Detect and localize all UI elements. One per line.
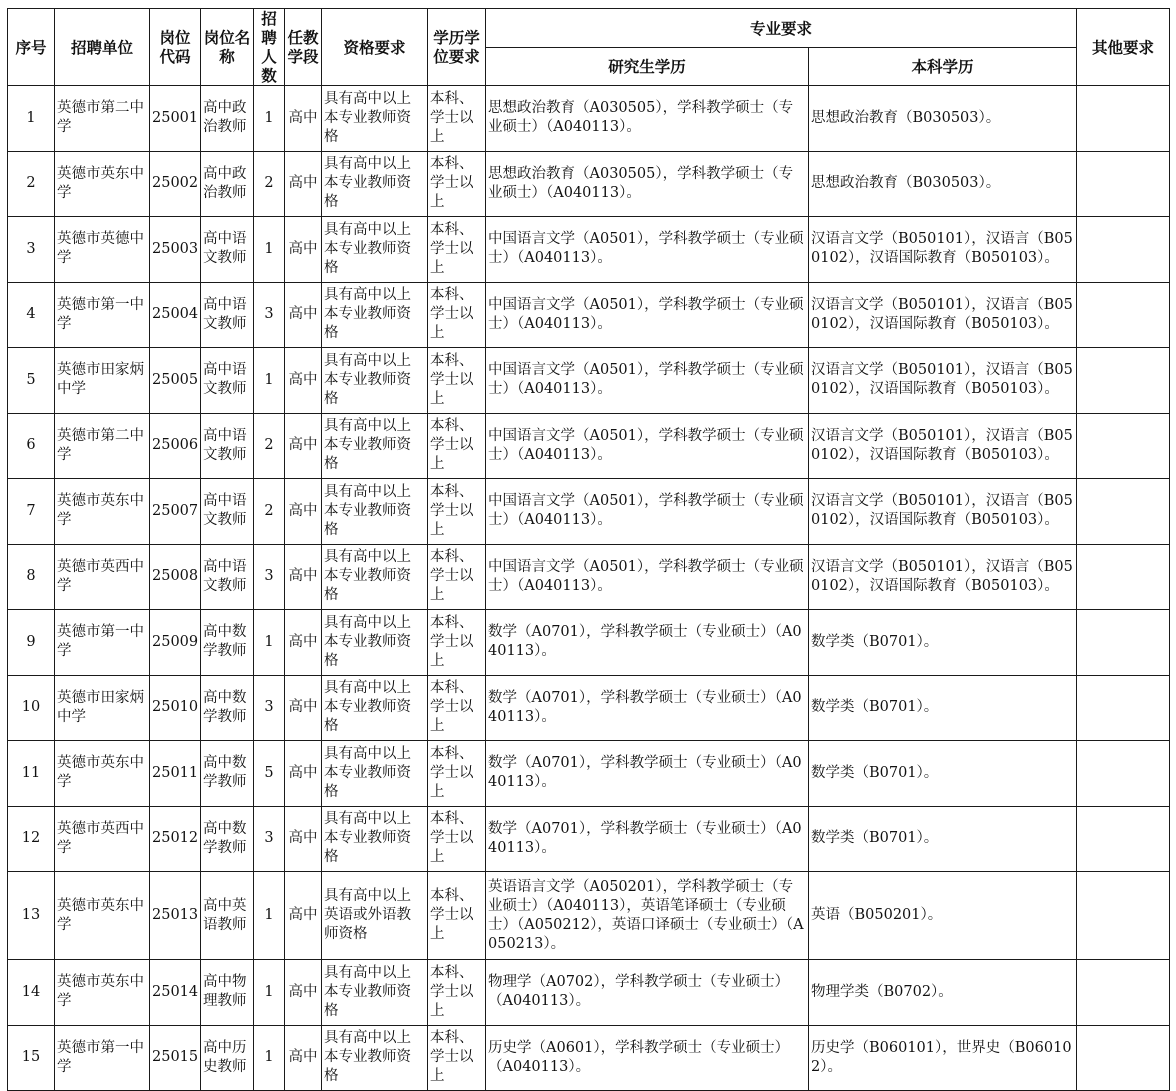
- graduate-major-cell: 中国语言文学（A0501），学科教学硕士（专业硕士）（A040113）。: [486, 217, 809, 283]
- education-cell: 本科、学士以上: [428, 960, 486, 1026]
- qualification-cell: 具有高中以上本专业教师资格: [322, 282, 428, 348]
- qualification-cell: 具有高中以上英语或外语教师资格: [322, 872, 428, 960]
- other-cell: [1077, 872, 1170, 960]
- count-cell: 2: [254, 151, 285, 217]
- seq-cell: 10: [8, 675, 55, 741]
- other-cell: [1077, 544, 1170, 610]
- qualification-cell: 具有高中以上本专业教师资格: [322, 610, 428, 676]
- count-cell: 2: [254, 479, 285, 545]
- unit-cell: 英德市田家炳中学: [55, 348, 150, 414]
- undergraduate-major-cell: 数学类（B0701）。: [809, 806, 1077, 872]
- table-row: [8, 872, 1170, 960]
- code-cell: 25003: [150, 217, 201, 283]
- stage-cell: 高中: [285, 610, 322, 676]
- count-cell: 3: [254, 544, 285, 610]
- post-cell: 高中物理教师: [201, 960, 254, 1026]
- post-cell: 高中数学教师: [201, 806, 254, 872]
- graduate-major-cell: 数学（A0701），学科教学硕士（专业硕士）（A040113）。: [486, 741, 809, 807]
- stage-cell: 高中: [285, 348, 322, 414]
- recruitment-table: [7, 8, 1170, 1091]
- stage-cell: 高中: [285, 675, 322, 741]
- post-cell: 高中语文教师: [201, 413, 254, 479]
- header-major: 专业要求: [486, 9, 1077, 48]
- education-cell: 本科、学士以上: [428, 741, 486, 807]
- unit-cell: 英德市英西中学: [55, 806, 150, 872]
- unit-cell: 英德市英东中学: [55, 741, 150, 807]
- post-cell: 高中英语教师: [201, 872, 254, 960]
- stage-cell: 高中: [285, 872, 322, 960]
- unit-cell: 英德市英西中学: [55, 544, 150, 610]
- code-cell: 25012: [150, 806, 201, 872]
- code-cell: 25005: [150, 348, 201, 414]
- other-cell: [1077, 741, 1170, 807]
- undergraduate-major-cell: 汉语言文学（B050101），汉语言（B050102），汉语国际教育（B050103）。: [809, 413, 1077, 479]
- qualification-cell: 具有高中以上本专业教师资格: [322, 413, 428, 479]
- education-cell: 本科、学士以上: [428, 348, 486, 414]
- count-cell: 1: [254, 610, 285, 676]
- post-cell: 高中政治教师: [201, 151, 254, 217]
- post-cell: 高中历史教师: [201, 1025, 254, 1091]
- education-cell: 本科、学士以上: [428, 86, 486, 152]
- undergraduate-major-cell: 汉语言文学（B050101），汉语言（B050102），汉语国际教育（B050103）。: [809, 217, 1077, 283]
- code-cell: 25001: [150, 86, 201, 152]
- graduate-major-cell: 思想政治教育（A030505），学科教学硕士（专业硕士）（A040113）。: [486, 86, 809, 152]
- other-cell: [1077, 282, 1170, 348]
- code-cell: 25015: [150, 1025, 201, 1091]
- education-cell: 本科、学士以上: [428, 151, 486, 217]
- education-cell: 本科、学士以上: [428, 544, 486, 610]
- code-cell: 25010: [150, 675, 201, 741]
- unit-cell: 英德市英东中学: [55, 960, 150, 1026]
- undergraduate-major-cell: 数学类（B0701）。: [809, 675, 1077, 741]
- table-row: [8, 960, 1170, 1026]
- post-cell: 高中数学教师: [201, 610, 254, 676]
- unit-cell: 英德市英东中学: [55, 151, 150, 217]
- qualification-cell: 具有高中以上本专业教师资格: [322, 86, 428, 152]
- other-cell: [1077, 151, 1170, 217]
- table-row: [8, 151, 1170, 217]
- code-cell: 25008: [150, 544, 201, 610]
- post-cell: 高中语文教师: [201, 544, 254, 610]
- undergraduate-major-cell: 历史学（B060101），世界史（B060102）。: [809, 1025, 1077, 1091]
- table-row: [8, 479, 1170, 545]
- qualification-cell: 具有高中以上本专业教师资格: [322, 1025, 428, 1091]
- undergraduate-major-cell: 汉语言文学（B050101），汉语言（B050102），汉语国际教育（B050103）。: [809, 479, 1077, 545]
- graduate-major-cell: 英语语言文学（A050201），学科教学硕士（专业硕士）（A040113），英语笔译硕士（专业硕士）（A050212），英语口译硕士（专业硕士）（A050213）。: [486, 872, 809, 960]
- code-cell: 25004: [150, 282, 201, 348]
- other-cell: [1077, 348, 1170, 414]
- qualification-cell: 具有高中以上本专业教师资格: [322, 675, 428, 741]
- table-row: [8, 348, 1170, 414]
- graduate-major-cell: 数学（A0701），学科教学硕士（专业硕士）（A040113）。: [486, 806, 809, 872]
- header-other: 其他要求: [1077, 9, 1170, 86]
- seq-cell: 7: [8, 479, 55, 545]
- unit-cell: 英德市田家炳中学: [55, 675, 150, 741]
- header-row-1: [8, 9, 1170, 48]
- graduate-major-cell: 数学（A0701），学科教学硕士（专业硕士）（A040113）。: [486, 610, 809, 676]
- other-cell: [1077, 86, 1170, 152]
- seq-cell: 9: [8, 610, 55, 676]
- education-cell: 本科、学士以上: [428, 610, 486, 676]
- seq-cell: 4: [8, 282, 55, 348]
- undergraduate-major-cell: 英语（B050201）。: [809, 872, 1077, 960]
- seq-cell: 11: [8, 741, 55, 807]
- unit-cell: 英德市第一中学: [55, 282, 150, 348]
- education-cell: 本科、学士以上: [428, 413, 486, 479]
- table-row: [8, 675, 1170, 741]
- undergraduate-major-cell: 数学类（B0701）。: [809, 741, 1077, 807]
- seq-cell: 12: [8, 806, 55, 872]
- table-body: [8, 86, 1170, 1091]
- header-unit: 招聘单位: [55, 9, 150, 86]
- post-cell: 高中数学教师: [201, 741, 254, 807]
- seq-cell: 1: [8, 86, 55, 152]
- count-cell: 1: [254, 348, 285, 414]
- graduate-major-cell: 中国语言文学（A0501），学科教学硕士（专业硕士）（A040113）。: [486, 479, 809, 545]
- undergraduate-major-cell: 汉语言文学（B050101），汉语言（B050102），汉语国际教育（B050103）。: [809, 348, 1077, 414]
- header-post: 岗位名称: [201, 9, 254, 86]
- code-cell: 25002: [150, 151, 201, 217]
- other-cell: [1077, 806, 1170, 872]
- seq-cell: 3: [8, 217, 55, 283]
- code-cell: 25011: [150, 741, 201, 807]
- unit-cell: 英德市第二中学: [55, 86, 150, 152]
- education-cell: 本科、学士以上: [428, 872, 486, 960]
- post-cell: 高中语文教师: [201, 348, 254, 414]
- seq-cell: 5: [8, 348, 55, 414]
- qualification-cell: 具有高中以上本专业教师资格: [322, 544, 428, 610]
- header-stage: 任教学段: [285, 9, 322, 86]
- stage-cell: 高中: [285, 1025, 322, 1091]
- stage-cell: 高中: [285, 544, 322, 610]
- other-cell: [1077, 1025, 1170, 1091]
- unit-cell: 英德市第一中学: [55, 610, 150, 676]
- header-undergraduate: 本科学历: [809, 48, 1077, 86]
- qualification-cell: 具有高中以上本专业教师资格: [322, 151, 428, 217]
- count-cell: 3: [254, 282, 285, 348]
- stage-cell: 高中: [285, 151, 322, 217]
- table-header: [8, 9, 1170, 86]
- seq-cell: 15: [8, 1025, 55, 1091]
- other-cell: [1077, 960, 1170, 1026]
- seq-cell: 13: [8, 872, 55, 960]
- count-cell: 2: [254, 413, 285, 479]
- undergraduate-major-cell: 物理学类（B0702）。: [809, 960, 1077, 1026]
- post-cell: 高中政治教师: [201, 86, 254, 152]
- qualification-cell: 具有高中以上本专业教师资格: [322, 479, 428, 545]
- header-code: 岗位代码: [150, 9, 201, 86]
- qualification-cell: 具有高中以上本专业教师资格: [322, 806, 428, 872]
- count-cell: 1: [254, 872, 285, 960]
- undergraduate-major-cell: 思想政治教育（B030503）。: [809, 151, 1077, 217]
- graduate-major-cell: 中国语言文学（A0501），学科教学硕士（专业硕士）（A040113）。: [486, 544, 809, 610]
- graduate-major-cell: 中国语言文学（A0501），学科教学硕士（专业硕士）（A040113）。: [486, 413, 809, 479]
- qualification-cell: 具有高中以上本专业教师资格: [322, 348, 428, 414]
- code-cell: 25014: [150, 960, 201, 1026]
- header-graduate: 研究生学历: [486, 48, 809, 86]
- stage-cell: 高中: [285, 217, 322, 283]
- other-cell: [1077, 610, 1170, 676]
- stage-cell: 高中: [285, 86, 322, 152]
- graduate-major-cell: 中国语言文学（A0501），学科教学硕士（专业硕士）（A040113）。: [486, 282, 809, 348]
- header-education: 学历学位要求: [428, 9, 486, 86]
- code-cell: 25006: [150, 413, 201, 479]
- undergraduate-major-cell: 数学类（B0701）。: [809, 610, 1077, 676]
- graduate-major-cell: 数学（A0701），学科教学硕士（专业硕士）（A040113）。: [486, 675, 809, 741]
- qualification-cell: 具有高中以上本专业教师资格: [322, 217, 428, 283]
- seq-cell: 6: [8, 413, 55, 479]
- unit-cell: 英德市第二中学: [55, 413, 150, 479]
- education-cell: 本科、学士以上: [428, 1025, 486, 1091]
- count-cell: 1: [254, 960, 285, 1026]
- post-cell: 高中语文教师: [201, 479, 254, 545]
- qualification-cell: 具有高中以上本专业教师资格: [322, 741, 428, 807]
- count-cell: 3: [254, 806, 285, 872]
- table-row: [8, 806, 1170, 872]
- stage-cell: 高中: [285, 282, 322, 348]
- graduate-major-cell: 历史学（A0601），学科教学硕士（专业硕士）（A040113）。: [486, 1025, 809, 1091]
- count-cell: 1: [254, 1025, 285, 1091]
- education-cell: 本科、学士以上: [428, 282, 486, 348]
- other-cell: [1077, 413, 1170, 479]
- count-cell: 1: [254, 86, 285, 152]
- header-count: 招聘人数: [254, 9, 285, 86]
- qualification-cell: 具有高中以上本专业教师资格: [322, 960, 428, 1026]
- table-row: [8, 610, 1170, 676]
- table-row: [8, 413, 1170, 479]
- education-cell: 本科、学士以上: [428, 217, 486, 283]
- education-cell: 本科、学士以上: [428, 806, 486, 872]
- undergraduate-major-cell: 思想政治教育（B030503）。: [809, 86, 1077, 152]
- education-cell: 本科、学士以上: [428, 675, 486, 741]
- seq-cell: 14: [8, 960, 55, 1026]
- count-cell: 3: [254, 675, 285, 741]
- code-cell: 25009: [150, 610, 201, 676]
- post-cell: 高中数学教师: [201, 675, 254, 741]
- post-cell: 高中语文教师: [201, 217, 254, 283]
- table-row: [8, 741, 1170, 807]
- code-cell: 25013: [150, 872, 201, 960]
- stage-cell: 高中: [285, 741, 322, 807]
- other-cell: [1077, 479, 1170, 545]
- seq-cell: 2: [8, 151, 55, 217]
- table-row: [8, 544, 1170, 610]
- unit-cell: 英德市英东中学: [55, 479, 150, 545]
- seq-cell: 8: [8, 544, 55, 610]
- graduate-major-cell: 思想政治教育（A030505），学科教学硕士（专业硕士）（A040113）。: [486, 151, 809, 217]
- header-seq: 序号: [8, 9, 55, 86]
- undergraduate-major-cell: 汉语言文学（B050101），汉语言（B050102），汉语国际教育（B050103）。: [809, 544, 1077, 610]
- post-cell: 高中语文教师: [201, 282, 254, 348]
- count-cell: 1: [254, 217, 285, 283]
- table-row: [8, 1025, 1170, 1091]
- table-row: [8, 217, 1170, 283]
- other-cell: [1077, 675, 1170, 741]
- unit-cell: 英德市第一中学: [55, 1025, 150, 1091]
- stage-cell: 高中: [285, 806, 322, 872]
- undergraduate-major-cell: 汉语言文学（B050101），汉语言（B050102），汉语国际教育（B050103）。: [809, 282, 1077, 348]
- graduate-major-cell: 物理学（A0702），学科教学硕士（专业硕士）（A040113）。: [486, 960, 809, 1026]
- stage-cell: 高中: [285, 960, 322, 1026]
- stage-cell: 高中: [285, 413, 322, 479]
- table-row: [8, 86, 1170, 152]
- other-cell: [1077, 217, 1170, 283]
- unit-cell: 英德市英东中学: [55, 872, 150, 960]
- table-row: [8, 282, 1170, 348]
- education-cell: 本科、学士以上: [428, 479, 486, 545]
- code-cell: 25007: [150, 479, 201, 545]
- stage-cell: 高中: [285, 479, 322, 545]
- count-cell: 5: [254, 741, 285, 807]
- header-qualification: 资格要求: [322, 9, 428, 86]
- unit-cell: 英德市英德中学: [55, 217, 150, 283]
- graduate-major-cell: 中国语言文学（A0501），学科教学硕士（专业硕士）（A040113）。: [486, 348, 809, 414]
